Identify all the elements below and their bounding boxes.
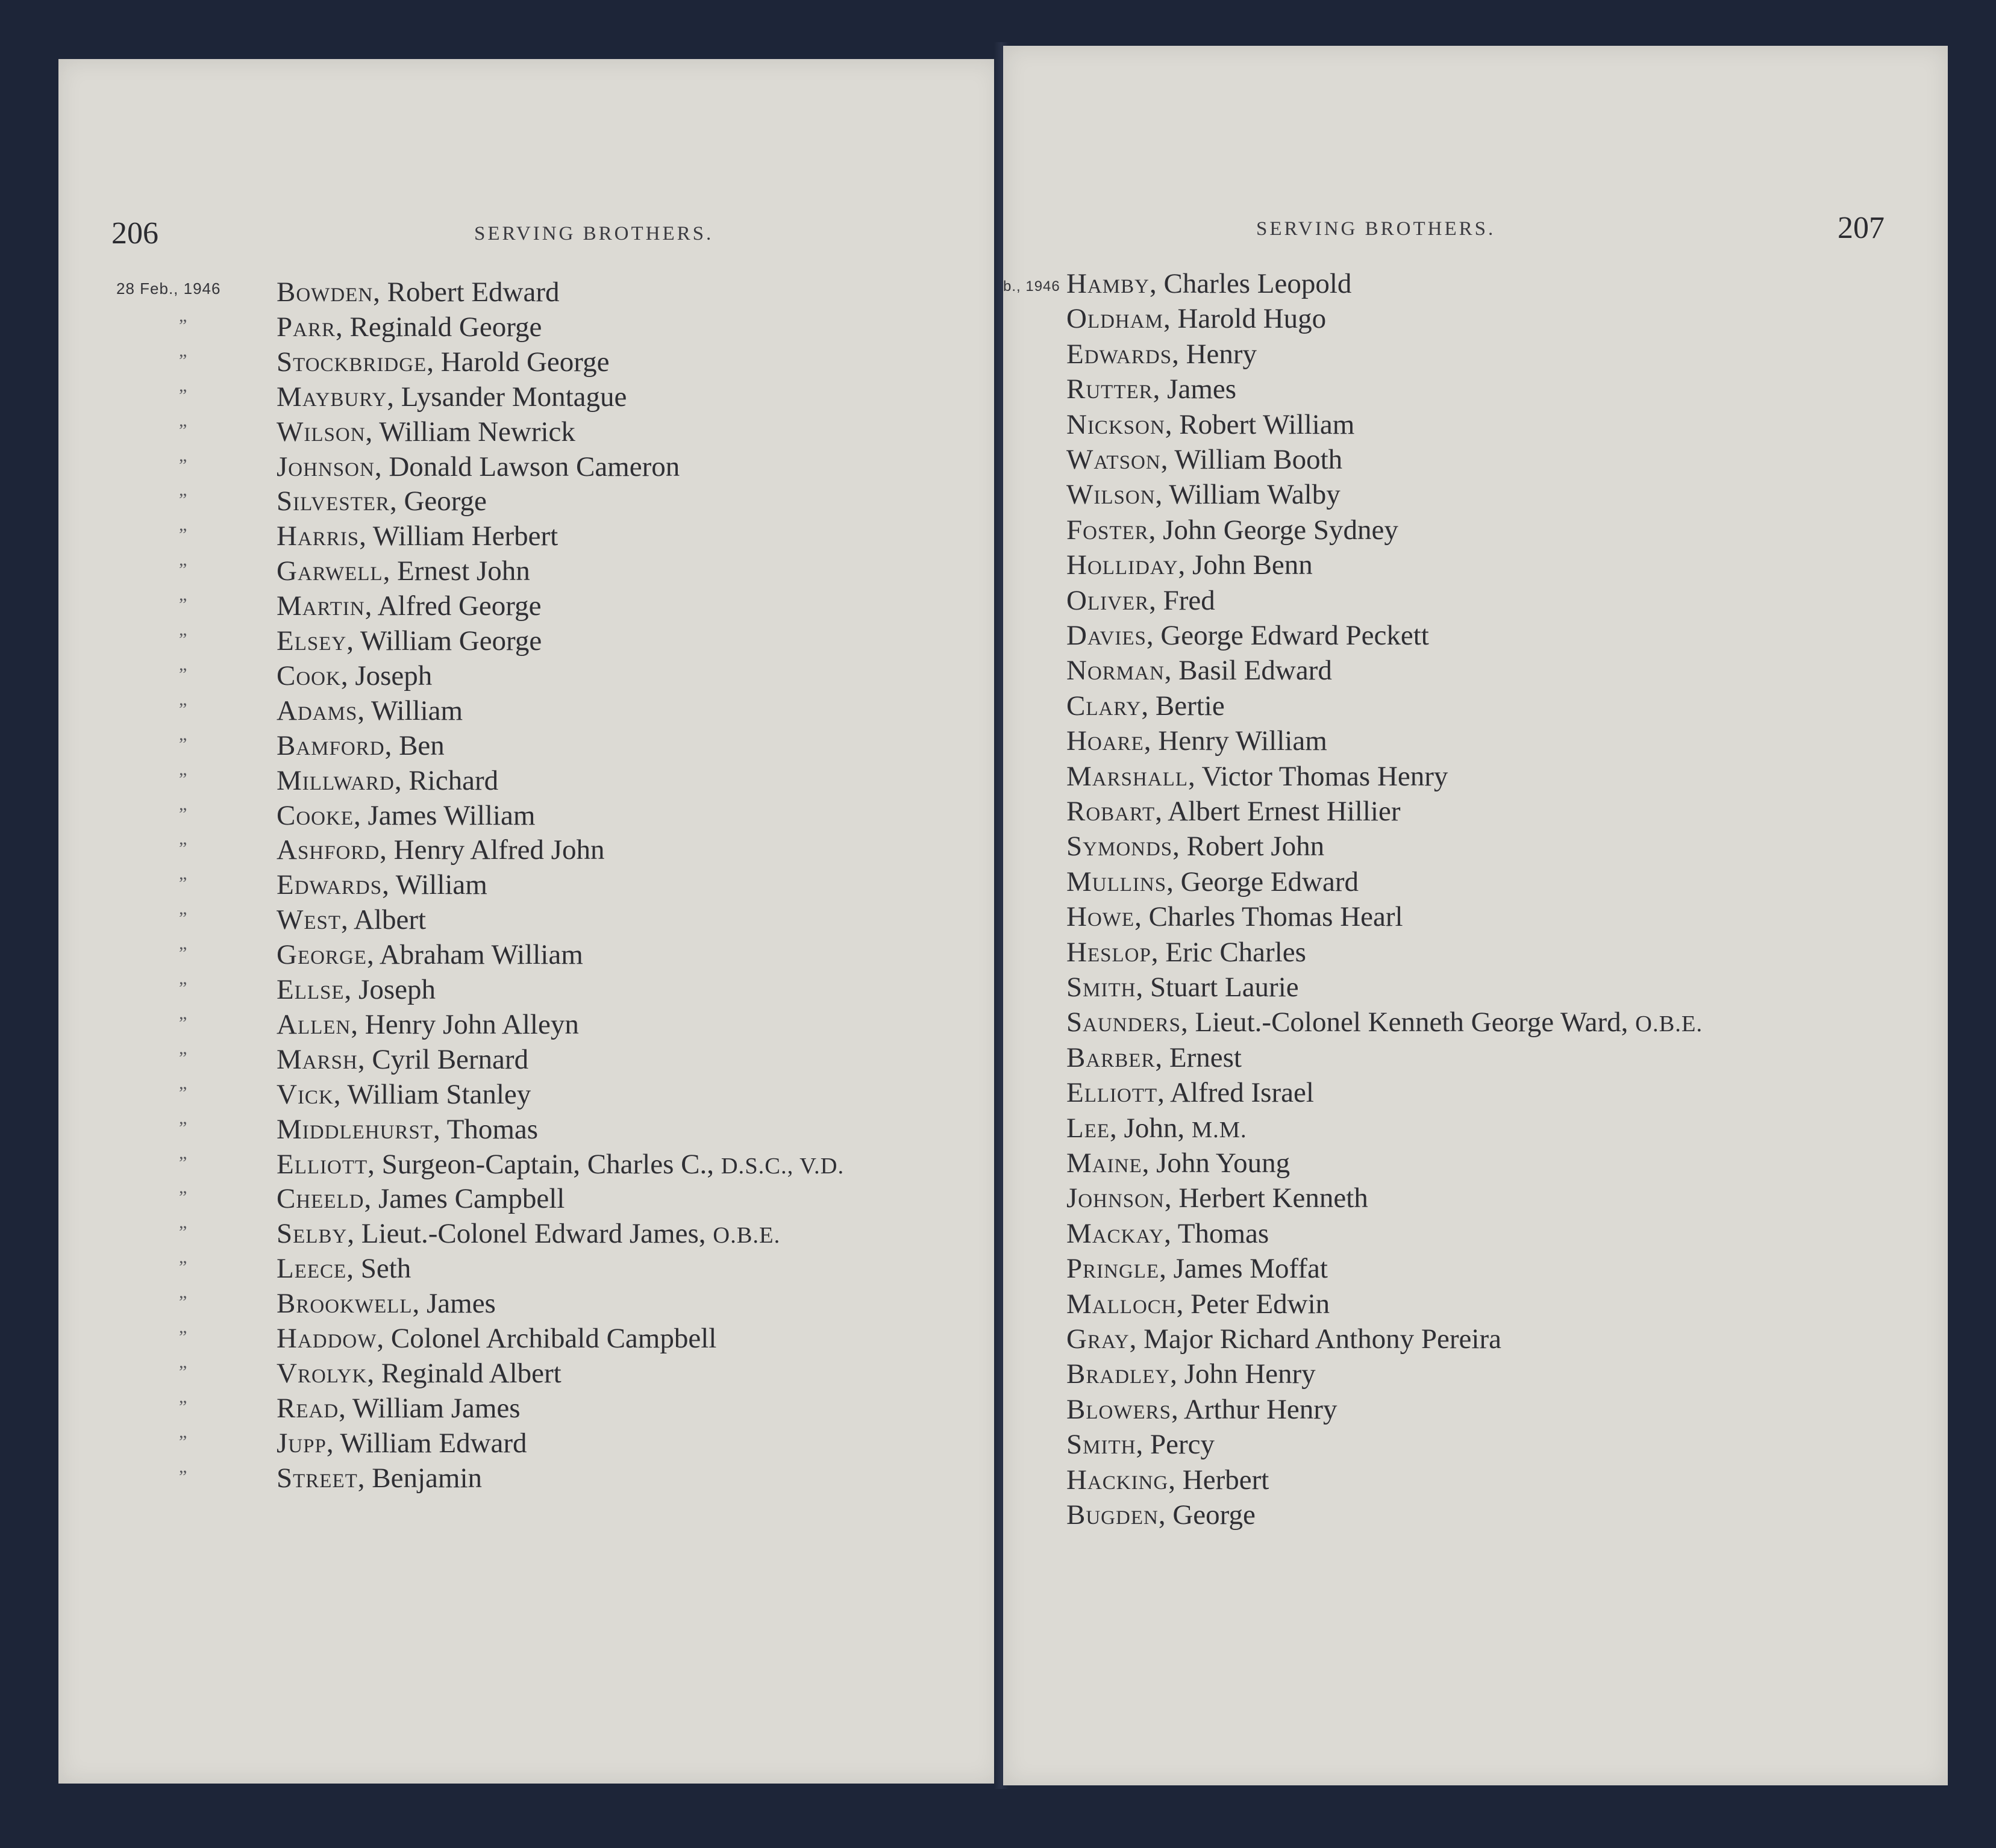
given-names: Donald Lawson Cameron [389, 451, 680, 482]
surname: Ashford [277, 834, 380, 866]
surname: Maybury [277, 381, 387, 413]
ditto-mark: ” [179, 629, 187, 649]
given-names: William Booth [1174, 444, 1343, 475]
surname: Elsey [277, 625, 347, 657]
given-names: Peter Edwin [1190, 1288, 1330, 1320]
ditto-mark: ” [179, 525, 187, 545]
surname: Marshall [1066, 760, 1188, 792]
ditto-mark: ” [179, 664, 187, 684]
member-entry: Davies, George Edward Peckett [1066, 620, 1429, 651]
surname: Norman [1066, 655, 1165, 687]
surname: Leece [277, 1253, 347, 1285]
member-entry: Mullins, George Edward [1066, 866, 1359, 897]
surname: Wilson [1066, 479, 1156, 511]
member-entry: Bugden, George [1066, 1499, 1256, 1531]
member-entry: Marsh, Cyril Bernard [277, 1043, 529, 1075]
surname: Saunders [1066, 1007, 1181, 1038]
surname: Bamford [277, 729, 385, 761]
member-entry: Leece, Seth [277, 1253, 411, 1285]
given-names: George Edward Peckett [1160, 620, 1429, 651]
surname: Maine [1066, 1147, 1142, 1179]
surname: Middlehurst [277, 1113, 433, 1145]
ditto-mark: ” [179, 699, 187, 719]
given-names: Albert [353, 904, 427, 936]
member-entry: Mackay, Thomas [1066, 1217, 1269, 1249]
given-names: Henry [1186, 338, 1257, 370]
surname: Hamby [1066, 268, 1150, 299]
surname: Wilson [277, 416, 366, 448]
given-names: Major Richard Anthony Pereira [1143, 1323, 1501, 1355]
member-entry: Maine, John Young [1066, 1147, 1291, 1179]
given-names: Bertie [1155, 690, 1225, 722]
ditto-mark: ” [179, 1187, 187, 1208]
member-entry: George, Abraham William [277, 939, 583, 971]
surname: Bugden [1066, 1499, 1159, 1531]
given-names: Thomas [1177, 1217, 1269, 1249]
surname: Davies [1066, 620, 1147, 651]
surname: Malloch [1066, 1288, 1177, 1320]
given-names: George Edward [1180, 866, 1359, 897]
member-entry: Garwell, Ernest John [277, 555, 530, 587]
surname: Nickson [1066, 408, 1165, 440]
given-names: Abraham William [379, 939, 583, 971]
entry-date: 28 Feb., 1946 [116, 279, 221, 298]
given-names: William Edward [340, 1427, 527, 1459]
given-names: Fred [1163, 584, 1215, 616]
given-names: John Benn [1192, 549, 1313, 581]
ditto-mark: ” [179, 350, 187, 370]
ditto-mark: ” [179, 385, 187, 405]
surname: Edwards [277, 869, 383, 901]
member-entry: Clary, Bertie [1066, 690, 1225, 722]
member-entry: Blowers, Arthur Henry [1066, 1393, 1337, 1425]
surname: Ellse [277, 974, 345, 1005]
surname: Selby [277, 1218, 348, 1250]
entry-date: b., 1946 [1003, 278, 1060, 295]
surname: Gray [1066, 1323, 1130, 1355]
member-entry: Vick, William Stanley [277, 1078, 531, 1110]
given-names: William James [352, 1392, 521, 1424]
member-entry: Ashford, Henry Alfred John [277, 834, 605, 866]
given-names: Ben [399, 729, 445, 761]
member-entry: Johnson, Herbert Kenneth [1066, 1182, 1368, 1214]
surname: Barber [1066, 1041, 1156, 1073]
member-entry: Hamby, Charles Leopold [1066, 268, 1352, 299]
ditto-mark: ” [179, 908, 187, 929]
given-names: Henry Alfred John [393, 834, 605, 866]
surname: Cook [277, 660, 341, 691]
given-names: William Stanley [347, 1078, 531, 1110]
surname: Haddow [277, 1323, 377, 1354]
given-names: William Walby [1169, 479, 1341, 511]
member-entry: Foster, John George Sydney [1066, 514, 1398, 546]
member-entry: Wilson, William Newrick [277, 416, 575, 448]
member-entry: Norman, Basil Edward [1066, 655, 1332, 687]
page-number: 207 [1838, 211, 1885, 245]
member-entry: Smith, Stuart Laurie [1066, 972, 1299, 1003]
given-names: John Henry [1184, 1358, 1316, 1390]
surname: Pringle [1066, 1253, 1160, 1285]
ditto-mark: ” [179, 1396, 187, 1417]
member-entry: Selby, Lieut.-Colonel Edward James, O.B.E. [277, 1218, 781, 1250]
given-names: James William [368, 799, 536, 831]
ditto-mark: ” [179, 769, 187, 789]
page-number: 206 [111, 216, 158, 251]
member-entry: Street, Benjamin [277, 1462, 483, 1494]
given-names: Richard [408, 764, 499, 796]
given-names: John Young [1156, 1147, 1291, 1179]
ditto-mark: ” [179, 734, 187, 754]
ditto-mark: ” [179, 595, 187, 615]
running-head: SERVING BROTHERS. [474, 223, 714, 245]
ditto-mark: ” [179, 420, 187, 440]
ditto-mark: ” [179, 1361, 187, 1382]
given-names: Seth [360, 1253, 411, 1285]
given-names: Harold Hugo [1177, 303, 1327, 335]
surname: Stockbridge [277, 346, 427, 378]
member-entry: Edwards, Henry [1066, 338, 1257, 370]
member-entry: Cheeld, James Campbell [277, 1183, 565, 1215]
surname: Symonds [1066, 831, 1173, 863]
given-names: Charles Leopold [1163, 268, 1352, 299]
member-entry: Saunders, Lieut.-Colonel Kenneth George Ward, O.B.E. [1066, 1007, 1703, 1038]
member-entry: Smith, Percy [1066, 1429, 1215, 1461]
given-names: George [1172, 1499, 1256, 1531]
honours: M.M. [1191, 1117, 1247, 1143]
member-entry: Heslop, Eric Charles [1066, 936, 1306, 968]
surname: Clary [1066, 690, 1142, 722]
member-entry: Lee, John, M.M. [1066, 1112, 1247, 1144]
surname: Howe [1066, 901, 1135, 933]
surname: Foster [1066, 514, 1149, 546]
member-entry: West, Albert [277, 904, 427, 936]
given-names: Reginald Albert [381, 1357, 562, 1389]
surname: Silvester [277, 485, 390, 517]
ditto-mark: ” [179, 1327, 187, 1347]
member-entry: Adams, William [277, 695, 463, 726]
ditto-mark: ” [179, 1082, 187, 1103]
surname: Garwell [277, 555, 383, 587]
surname: Martin [277, 590, 365, 622]
honours: D.S.C., V.D. [721, 1153, 845, 1179]
given-names: Lysander Montague [401, 381, 627, 413]
member-entry: Elliott, Alfred Israel [1066, 1077, 1314, 1109]
member-entry: Read, William James [277, 1392, 521, 1424]
member-entry: Symonds, Robert John [1066, 831, 1325, 863]
surname: Edwards [1066, 338, 1172, 370]
ditto-mark: ” [179, 1292, 187, 1313]
given-names: John George Sydney [1163, 514, 1398, 546]
surname: Cooke [277, 799, 354, 831]
member-entry: Maybury, Lysander Montague [277, 381, 627, 413]
surname: Smith [1066, 1429, 1136, 1461]
ditto-mark: ” [179, 1257, 187, 1278]
left-page [58, 59, 1000, 1784]
honours: O.B.E. [1635, 1011, 1703, 1037]
given-names: James Moffat [1173, 1253, 1328, 1285]
ditto-mark: ” [179, 838, 187, 859]
member-entry: Hoare, Henry William [1066, 725, 1327, 757]
surname: Adams [277, 695, 358, 726]
surname: Johnson [277, 451, 375, 482]
member-entry: Holliday, John Benn [1066, 549, 1313, 581]
member-entry: Oliver, Fred [1066, 584, 1215, 616]
member-entry: Marshall, Victor Thomas Henry [1066, 760, 1448, 792]
given-names: Robert John [1186, 831, 1325, 863]
given-names: Henry William [1158, 725, 1327, 757]
surname: Allen [277, 1008, 351, 1040]
member-entry: Bamford, Ben [277, 729, 445, 761]
given-names: Herbert [1182, 1464, 1269, 1496]
given-names: Lieut.-Colonel Kenneth George Ward, [1195, 1007, 1628, 1038]
ditto-mark: ” [179, 1047, 187, 1068]
member-entry: Rutter, James [1066, 373, 1237, 405]
given-names: Joseph [358, 974, 436, 1005]
given-names: Robert William [1179, 408, 1355, 440]
ditto-mark: ” [179, 1117, 187, 1138]
surname: Rutter [1066, 373, 1153, 405]
surname: Parr [277, 311, 336, 343]
given-names: Herbert Kenneth [1178, 1182, 1368, 1214]
surname: Watson [1066, 444, 1161, 475]
member-entry: Elliott, Surgeon-Captain, Charles C., D.S.C., V.D. [277, 1148, 845, 1180]
surname: Robart [1066, 796, 1156, 827]
given-names: Harold George [440, 346, 610, 378]
given-names: Reginald George [349, 311, 542, 343]
given-names: Alfred George [377, 590, 542, 622]
ditto-mark: ” [179, 560, 187, 580]
member-entry: Bowden, Robert Edward [277, 276, 560, 308]
given-names: Victor Thomas Henry [1201, 760, 1448, 792]
surname: Read [277, 1392, 339, 1424]
given-names: William Herbert [372, 520, 558, 552]
given-names: Lieut.-Colonel Edward James, [361, 1218, 706, 1250]
member-entry: Harris, William Herbert [277, 520, 558, 552]
member-entry: Howe, Charles Thomas Hearl [1066, 901, 1403, 933]
surname: Hacking [1066, 1464, 1169, 1496]
member-entry: Parr, Reginald George [277, 311, 542, 343]
member-entry: Nickson, Robert William [1066, 408, 1355, 440]
member-entry: Oldham, Harold Hugo [1066, 303, 1327, 335]
right-page [1003, 46, 1948, 1785]
surname: Bowden [277, 276, 374, 308]
given-names: George [404, 485, 487, 517]
surname: Hoare [1066, 725, 1144, 757]
surname: Vick [277, 1078, 334, 1110]
surname: Brookwell [277, 1288, 413, 1320]
given-names: William George [360, 625, 542, 657]
member-entry: Elsey, William George [277, 625, 542, 657]
member-entry: Stockbridge, Harold George [277, 346, 610, 378]
member-entry: Middlehurst, Thomas [277, 1113, 539, 1145]
member-entry: Pringle, James Moffat [1066, 1253, 1328, 1285]
member-entry: Malloch, Peter Edwin [1066, 1288, 1330, 1320]
surname: Mullins [1066, 866, 1167, 897]
member-entry: Johnson, Donald Lawson Cameron [277, 451, 680, 482]
member-entry: Martin, Alfred George [277, 590, 542, 622]
surname: Blowers [1066, 1393, 1172, 1425]
honours: O.B.E. [713, 1223, 781, 1249]
given-names: Thomas [446, 1113, 539, 1145]
ditto-mark: ” [179, 315, 187, 336]
given-names: William [395, 869, 487, 901]
ditto-mark: ” [179, 1431, 187, 1452]
given-names: Stuart Laurie [1150, 972, 1299, 1003]
surname: Smith [1066, 972, 1136, 1003]
ditto-mark: ” [179, 455, 187, 475]
given-names: Alfred Israel [1170, 1077, 1314, 1109]
surname: Johnson [1066, 1182, 1165, 1214]
given-names: Percy [1150, 1429, 1215, 1461]
surname: Cheeld [277, 1183, 364, 1215]
member-entry: Vrolyk, Reginald Albert [277, 1357, 562, 1389]
surname: Bradley [1066, 1358, 1171, 1390]
surname: Oldham [1066, 303, 1163, 335]
given-names: James [426, 1288, 496, 1320]
ditto-mark: ” [179, 873, 187, 894]
given-names: Benjamin [372, 1462, 483, 1494]
given-names: Charles Thomas Hearl [1148, 901, 1403, 933]
ditto-mark: ” [179, 804, 187, 824]
given-names: Ernest [1169, 1041, 1242, 1073]
surname: Marsh [277, 1043, 358, 1075]
member-entry: Bradley, John Henry [1066, 1358, 1316, 1390]
given-names: Colonel Archibald Campbell [390, 1323, 717, 1354]
given-names: Henry John Alleyn [364, 1008, 579, 1040]
given-names: Arthur Henry [1183, 1393, 1337, 1425]
member-entry: Brookwell, James [277, 1288, 496, 1320]
surname: Elliott [277, 1148, 368, 1180]
member-entry: Robart, Albert Ernest Hillier [1066, 796, 1401, 827]
given-names: Eric Charles [1165, 936, 1306, 968]
given-names: Surgeon-Captain, Charles C., [381, 1148, 714, 1180]
member-entry: Cook, Joseph [277, 660, 433, 691]
surname: Millward [277, 764, 395, 796]
member-entry: Gray, Major Richard Anthony Pereira [1066, 1323, 1501, 1355]
given-names: James [1167, 373, 1237, 405]
given-names: Ernest John [397, 555, 530, 587]
surname: Oliver [1066, 584, 1150, 616]
surname: Jupp [277, 1427, 327, 1459]
given-names: William Newrick [379, 416, 575, 448]
given-names: Robert Edward [387, 276, 560, 308]
member-entry: Silvester, George [277, 485, 487, 517]
member-entry: Haddow, Colonel Archibald Campbell [277, 1323, 717, 1354]
member-entry: Cooke, James William [277, 799, 536, 831]
ditto-mark: ” [179, 943, 187, 964]
member-entry: Watson, William Booth [1066, 444, 1343, 475]
given-names: Basil Edward [1178, 655, 1332, 687]
surname: Holliday [1066, 549, 1178, 581]
member-entry: Ellse, Joseph [277, 974, 436, 1005]
ditto-mark: ” [179, 1152, 187, 1173]
surname: George [277, 939, 367, 971]
running-head: SERVING BROTHERS. [1256, 218, 1496, 240]
given-names: William [371, 695, 463, 726]
ditto-mark: ” [179, 1222, 187, 1243]
member-entry: Barber, Ernest [1066, 1041, 1242, 1073]
surname: Elliott [1066, 1077, 1158, 1109]
member-entry: Jupp, William Edward [277, 1427, 527, 1459]
surname: Vrolyk [277, 1357, 368, 1389]
member-entry: Millward, Richard [277, 764, 499, 796]
surname: Mackay [1066, 1217, 1165, 1249]
member-entry: Wilson, William Walby [1066, 479, 1341, 511]
given-names: James Campbell [378, 1183, 565, 1215]
member-entry: Edwards, William [277, 869, 487, 901]
ditto-mark: ” [179, 1466, 187, 1487]
surname: West [277, 904, 342, 936]
given-names: John, [1124, 1112, 1185, 1144]
member-entry: Hacking, Herbert [1066, 1464, 1269, 1496]
ditto-mark: ” [179, 978, 187, 998]
ditto-mark: ” [179, 490, 187, 510]
surname: Lee [1066, 1112, 1110, 1144]
given-names: Joseph [355, 660, 433, 691]
given-names: Cyril Bernard [372, 1043, 529, 1075]
ditto-mark: ” [179, 1013, 187, 1033]
surname: Street [277, 1462, 358, 1494]
surname: Heslop [1066, 936, 1151, 968]
surname: Harris [277, 520, 360, 552]
member-entry: Allen, Henry John Alleyn [277, 1008, 579, 1040]
given-names: Albert Ernest Hillier [1168, 796, 1401, 827]
